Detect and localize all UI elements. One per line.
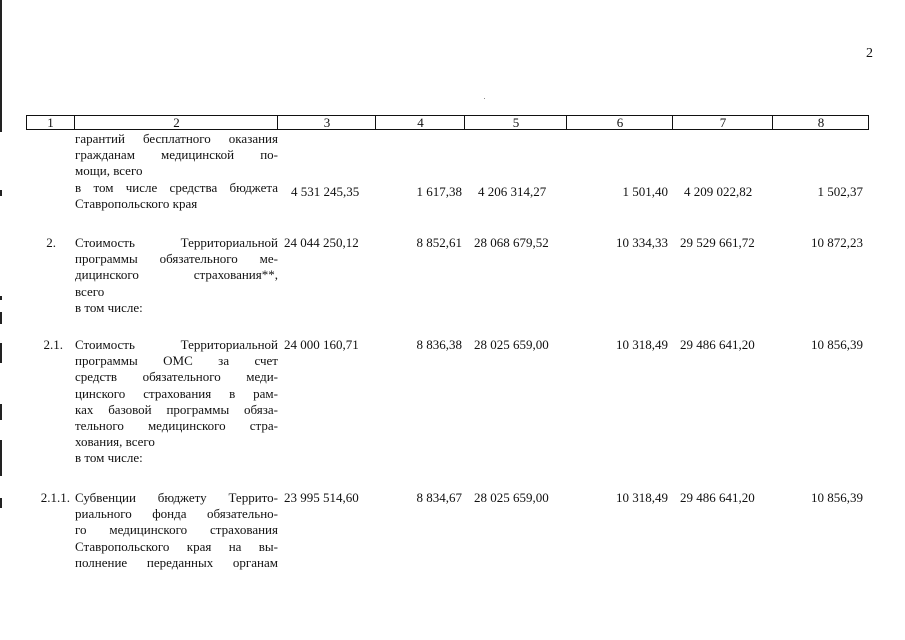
scan-edge-mark <box>0 190 2 196</box>
value-col5: 28 025 659,00 <box>474 490 549 505</box>
row-number: 2.1.1. <box>40 490 70 505</box>
description-line: цинского страхования в рам- <box>75 385 278 401</box>
description-line: гражданам медицинской по- <box>75 147 278 163</box>
scan-edge-mark <box>0 296 2 300</box>
scan-edge-mark <box>0 440 2 476</box>
header-cell: 2 <box>74 116 278 129</box>
description-line: Ставропольского края <box>75 195 198 211</box>
row-description <box>75 131 278 212</box>
value-col3: 24 044 250,12 <box>284 235 359 250</box>
value-col3: 24 000 160,71 <box>284 337 359 352</box>
row-description <box>75 337 278 467</box>
row-description <box>75 235 278 316</box>
header-cell: 5 <box>464 116 567 129</box>
scan-edge-mark <box>0 404 2 420</box>
description-line: программы обязательного ме- <box>75 251 278 267</box>
description-line: Ставропольского края на вы- <box>75 538 278 554</box>
value-col6: 10 318,49 <box>616 490 668 505</box>
description-line: в том числе: <box>75 299 143 315</box>
header-cell: 4 <box>375 116 465 129</box>
description-line: мощи, всего <box>75 163 143 179</box>
value-col8: 10 856,39 <box>811 337 863 352</box>
value-col8: 10 872,23 <box>811 235 863 250</box>
header-cell: 8 <box>772 116 869 129</box>
header-cell: 3 <box>277 116 376 129</box>
page-number: 2 <box>866 46 873 61</box>
value-col4: 8 852,61 <box>416 235 462 250</box>
value-col3: 23 995 514,60 <box>284 490 359 505</box>
value-col5: 4 206 314,27 <box>478 184 547 199</box>
scan-edge-mark <box>0 312 2 324</box>
description-line: риального фонда обязательно- <box>75 506 278 522</box>
value-col3: 4 531 245,35 <box>291 184 360 199</box>
scan-edge-mark <box>0 498 2 508</box>
scan-edge-mark <box>0 0 2 132</box>
row-number: 2. <box>46 235 56 250</box>
description-line: полнение переданных органам <box>75 554 278 570</box>
scan-speck <box>484 98 485 99</box>
description-line: всего <box>75 283 105 299</box>
description-line: го медицинского страхования <box>75 522 278 538</box>
description-line: программы ОМС за счет <box>75 353 278 369</box>
value-col7: 29 529 661,72 <box>680 235 755 250</box>
scan-edge-mark <box>0 343 2 363</box>
description-line: средств обязательного меди- <box>75 369 278 385</box>
row-number: 2.1. <box>43 337 63 352</box>
value-col5: 28 025 659,00 <box>474 337 549 352</box>
description-line: Стоимость Территориальной <box>75 337 278 352</box>
value-col5: 28 068 679,52 <box>474 235 549 250</box>
description-line: в том числе: <box>75 450 143 466</box>
value-col7: 29 486 641,20 <box>680 337 755 352</box>
value-col6: 10 334,33 <box>616 235 668 250</box>
description-line: Стоимость Территориальной <box>75 235 278 250</box>
value-col6: 1 501,40 <box>622 184 668 199</box>
value-col8: 1 502,37 <box>817 184 863 199</box>
value-col7: 29 486 641,20 <box>680 490 755 505</box>
description-line: тельного медицинского стра- <box>75 417 278 433</box>
header-cell: 7 <box>672 116 773 129</box>
header-cell: 6 <box>566 116 673 129</box>
description-line: хования, всего <box>75 434 155 450</box>
description-line: дицинского страхования**, <box>75 267 278 283</box>
value-col7: 4 209 022,82 <box>684 184 753 199</box>
value-col8: 10 856,39 <box>811 490 863 505</box>
value-col4: 8 834,67 <box>416 490 462 505</box>
description-line: ках базовой программы обяза- <box>75 401 278 417</box>
value-col4: 8 836,38 <box>416 337 462 352</box>
description-line: в том числе средства бюджета <box>75 179 278 195</box>
description-line: Субвенции бюджету Террито- <box>75 490 278 505</box>
value-col6: 10 318,49 <box>616 337 668 352</box>
header-cell: 1 <box>47 115 54 130</box>
description-line: гарантий бесплатного оказания <box>75 131 278 146</box>
row-description <box>75 490 278 571</box>
value-col4: 1 617,38 <box>416 184 462 199</box>
table-header-row <box>26 115 869 130</box>
